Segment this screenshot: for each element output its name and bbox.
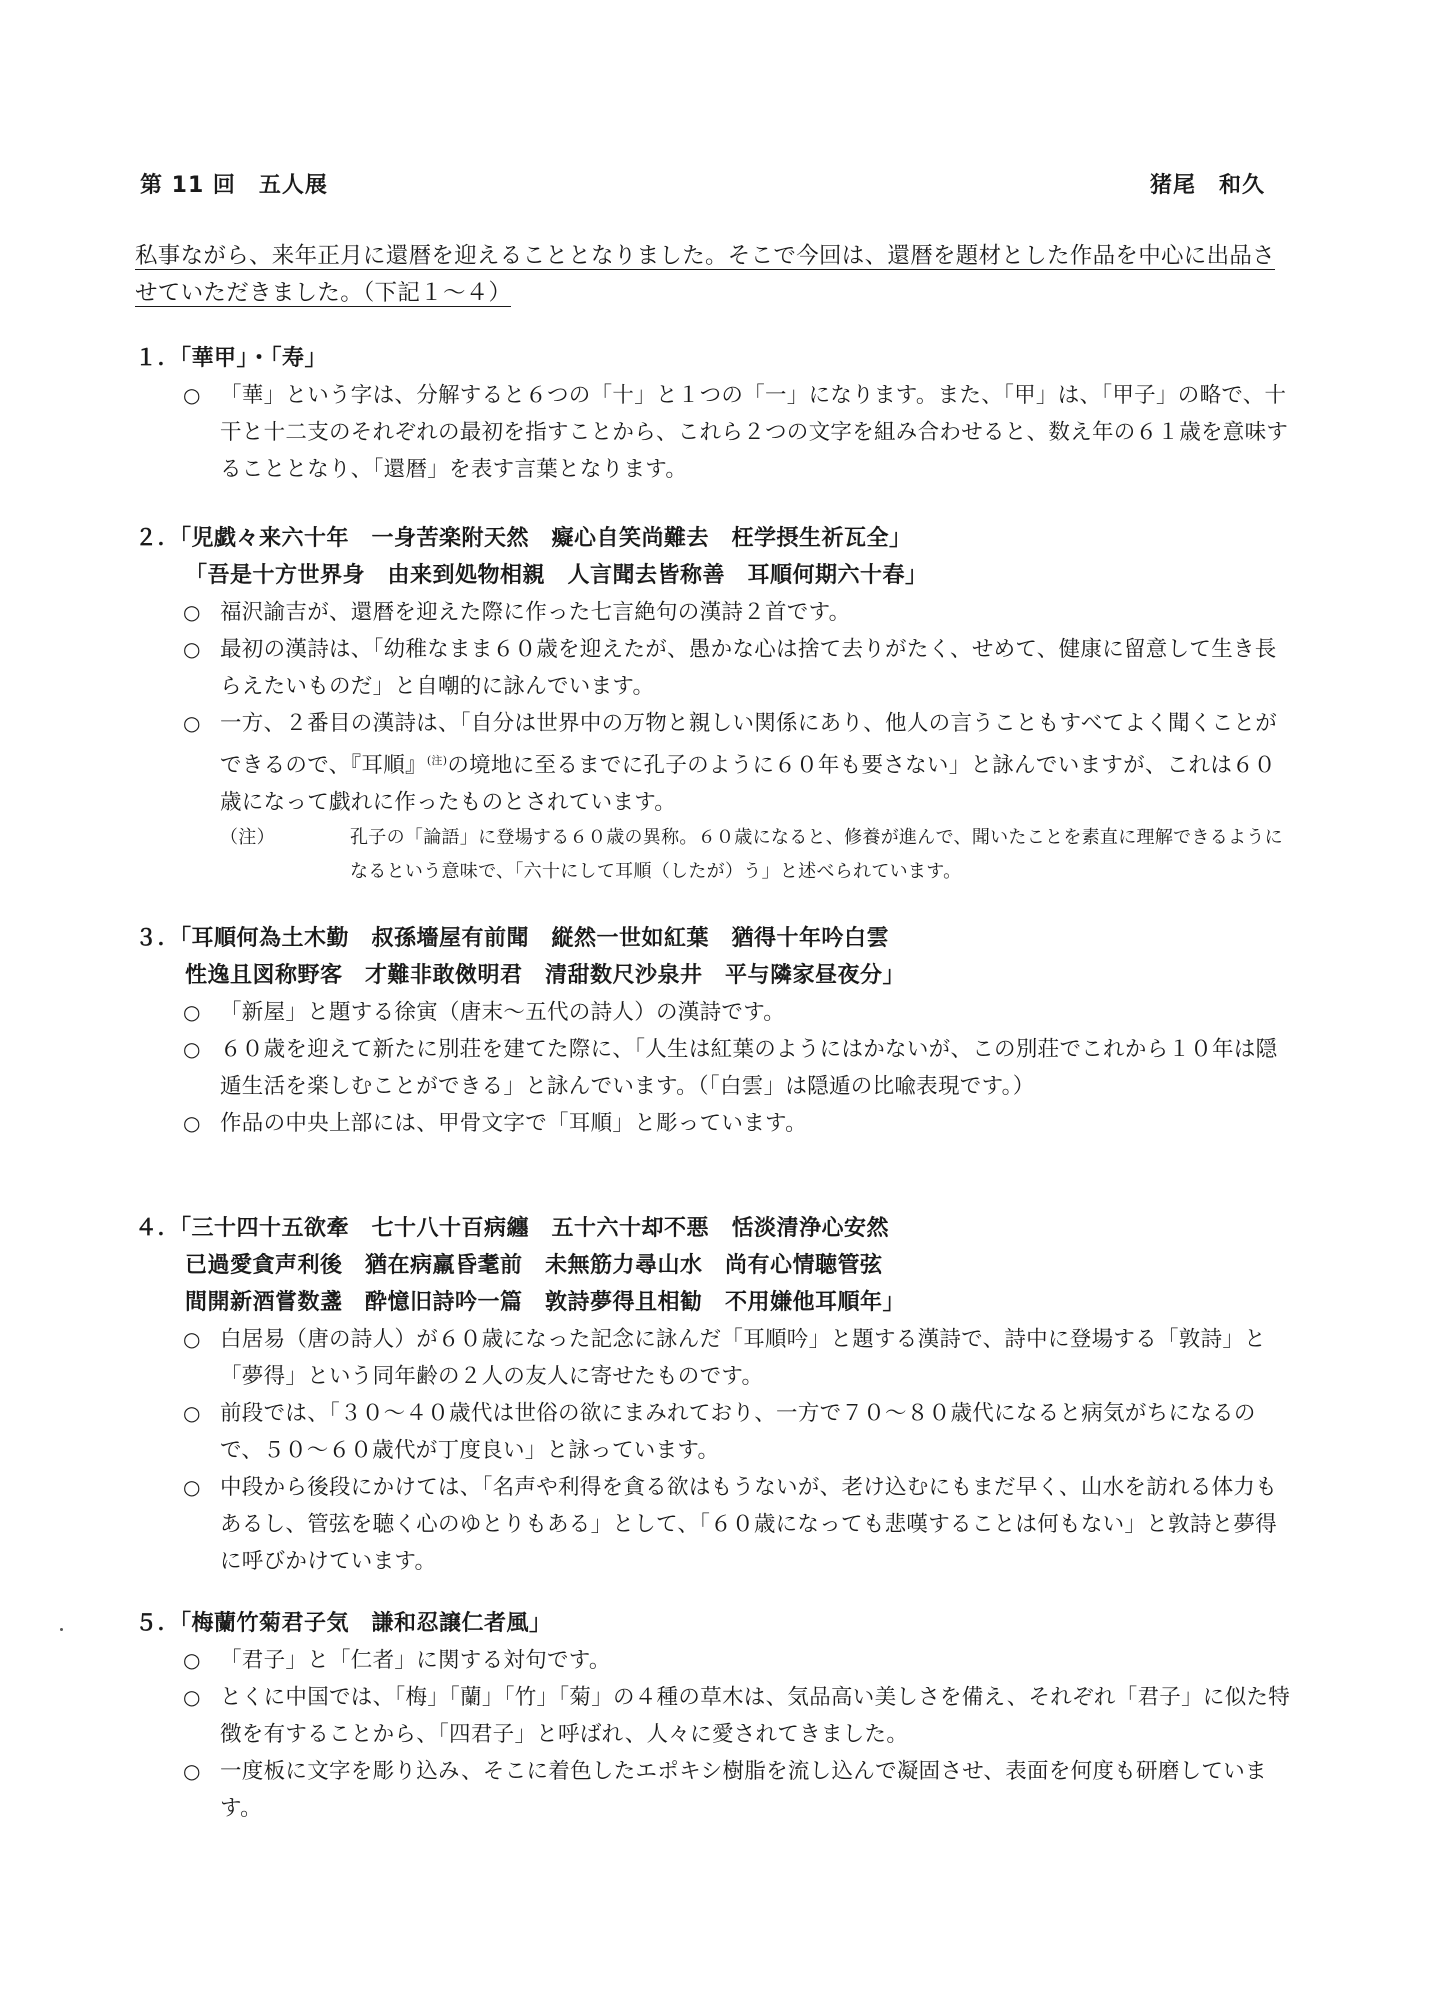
section-title-line: 已過愛貪声利後 猶在病羸昏耄前 未無筋力尋山水 尚有心情聴管弦	[185, 1253, 883, 1278]
list-item	[135, 1469, 1295, 1580]
item-text: ６０歳を迎えて新たに別荘を建てた際に、「人生は紅葉のようにはかないが、この別荘でこれから１０年は隠遁生活を楽しむことができる」と詠んでいます。（「白雲」は隠遁の比喩表現です。）	[220, 1037, 1278, 1099]
list-item	[135, 1679, 1295, 1753]
item-text: 前段では、「３０～４０歳代は世俗の欲にまみれており、一方で７０～８０歳代になると病気がちになるので、５０～６０歳代が丁度良い」と詠っています。	[220, 1401, 1256, 1463]
circle-bullet-icon: ○	[183, 1327, 201, 1351]
list-item	[135, 1031, 1295, 1105]
item-text: 「新屋」と題する徐寅（唐末～五代の詩人）の漢詩です。	[220, 1000, 786, 1025]
circle-bullet-icon: ○	[183, 1685, 201, 1709]
section-1	[135, 340, 1295, 488]
circle-bullet-icon: ○	[183, 1401, 201, 1425]
footnote-text: 孔子の「論語」に登場する６０歳の異称。６０歳になると、修養が進んで、聞いたことを素直に理解できるようになるという意味で、「六十にして耳順（したが）う」と述べられています。	[350, 827, 1283, 883]
section-title: １．「華甲」・「寿」	[135, 346, 328, 371]
item-text: 作品の中央上部には、甲骨文字で「耳順」と彫っています。	[220, 1111, 807, 1136]
section-title: ５．「梅蘭竹菊君子気 謙和忍譲仁者風」	[135, 1611, 552, 1636]
section-title: ２．「児戯々来六十年 一身苦楽附天然 癡心自笑尚難去 枉学摂生祈瓦全」	[135, 526, 912, 551]
item-text: 一方、２番目の漢詩は、「自分は世界中の万物と親しい関係にあり、他人の言うこともすべてよく聞くことができるので、『耳順』	[220, 711, 1278, 779]
section-title-line: 「吾是十方世界身 由来到処物相親 人言聞去皆称善 耳順何期六十春」	[185, 563, 928, 588]
item-text-cont: の境地に至るまでに孔子のように６０年も要さない」と詠んでいますが、これは６０歳になって戯れに作ったものとされています。	[220, 753, 1276, 816]
circle-bullet-icon: ○	[183, 600, 201, 624]
circle-bullet-icon: ○	[183, 1111, 201, 1135]
list-item	[135, 1105, 1295, 1142]
author-name: 猪尾 和久	[1150, 173, 1266, 198]
circle-bullet-icon: ○	[183, 637, 201, 661]
list-item	[135, 705, 1295, 821]
list-item	[135, 594, 1295, 631]
section-title: ３．「耳順何為土木勤 叔孫墻屋有前聞 縦然一世如紅葉 猶得十年吟白雲	[135, 926, 890, 951]
circle-bullet-icon: ○	[183, 1475, 201, 1499]
circle-bullet-icon: ○	[183, 711, 201, 735]
note-marker: (注)	[426, 754, 448, 767]
footnote-label: （注）	[220, 827, 275, 849]
item-text: 白居易（唐の詩人）が６０歳になった記念に詠んだ「耳順吟」と題する漢詩で、詩中に登場する「敦詩」と「夢得」という同年齢の２人の友人に寄せたものです。	[220, 1327, 1266, 1389]
scan-speck	[60, 1628, 63, 1631]
item-text: 「華」という字は、分解すると６つの「十」と１つの「一」になります。また、「甲」は、「甲子」の略で、十干と十二支のそれぞれの最初を指すことから、これら２つの文字を組み合わせると、数え年の６１歳を意味することとなり、「還暦」を表す言葉となります。	[220, 383, 1289, 482]
intro-paragraph	[135, 238, 1285, 312]
list-item	[135, 1321, 1295, 1395]
section-3	[135, 920, 1295, 1142]
section-title-line: 間開新酒嘗数盞 酔憶旧詩吟一篇 敦詩夢得且相勧 不用嫌他耳順年」	[185, 1290, 906, 1315]
section-title-line: 性逸且図称野客 才難非敢傚明君 清甜数尺沙泉井 平与隣家昼夜分」	[185, 963, 906, 988]
circle-bullet-icon: ○	[183, 1759, 201, 1783]
exhibition-title: 第 11 回 五人展	[140, 173, 328, 198]
list-item	[135, 631, 1295, 705]
section-title: ４．「三十四十五欲牽 七十八十百病纏 五十六十却不悪 恬淡清浄心安然	[135, 1216, 890, 1241]
item-text: とくに中国では、「梅」「蘭」「竹」「菊」の４種の草木は、気品高い美しさを備え、それぞれ「君子」に似た特徴を有することから、「四君子」と呼ばれ、人々に愛されてきました。	[220, 1685, 1291, 1747]
list-item	[135, 1753, 1295, 1827]
circle-bullet-icon: ○	[183, 1000, 201, 1024]
list-item	[135, 1395, 1295, 1469]
item-text: 中段から後段にかけては、「名声や利得を貪る欲はもうないが、老け込むにもまだ早く、山水を訪れる体力もあるし、管弦を聴く心のゆとりもある」として、「６０歳になっても悲嘆することは何もない」と敦詩と夢得に呼びかけています。	[220, 1475, 1278, 1574]
section-5	[135, 1605, 1295, 1827]
item-text: 「君子」と「仁者」に関する対句です。	[220, 1648, 611, 1673]
section-4	[135, 1210, 1295, 1580]
circle-bullet-icon: ○	[183, 1648, 201, 1672]
list-item	[135, 1642, 1295, 1679]
item-text: 一度板に文字を彫り込み、そこに着色したエポキシ樹脂を流し込んで凝固させ、表面を何度も研磨しています。	[220, 1759, 1267, 1821]
intro-text: 私事ながら、来年正月に還暦を迎えることとなりました。そこで今回は、還暦を題材とした作品を中心に出品させていただきました。（下記１～４）	[135, 243, 1276, 306]
list-item	[135, 377, 1295, 488]
circle-bullet-icon: ○	[183, 1037, 201, 1061]
item-text: 福沢諭吉が、還暦を迎えた際に作った七言絶句の漢詩２首です。	[220, 600, 851, 625]
circle-bullet-icon: ○	[183, 383, 201, 407]
item-text: 最初の漢詩は、「幼稚なまま６０歳を迎えたが、愚かな心は捨て去りがたく、せめて、健康に留意して生き長らえたいものだ」と自嘲的に詠んでいます。	[220, 637, 1277, 699]
section-2	[135, 520, 1295, 889]
list-item	[135, 994, 1295, 1031]
footnote	[220, 821, 1295, 889]
